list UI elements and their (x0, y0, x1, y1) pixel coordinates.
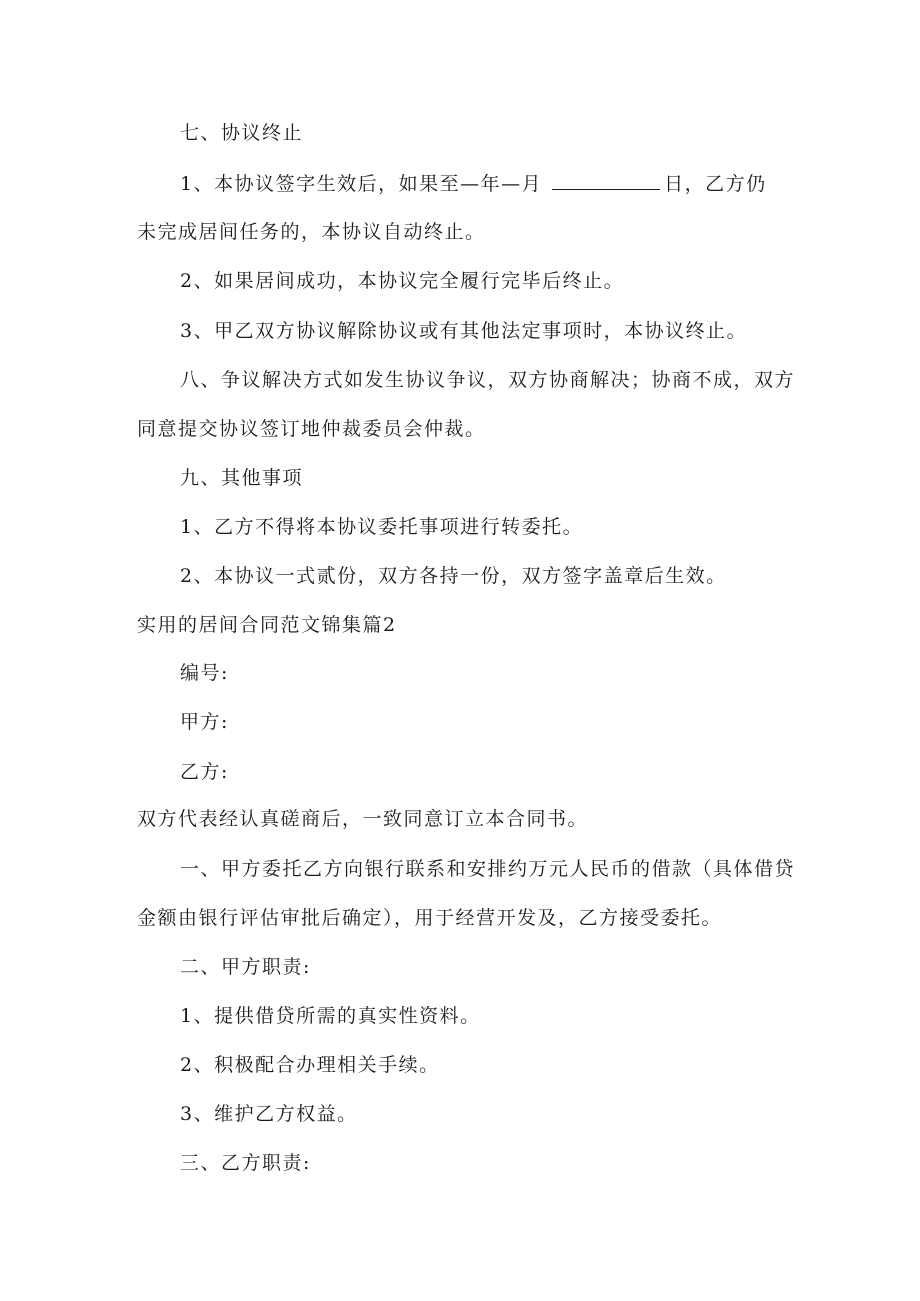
intro-paragraph: 双方代表经认真磋商后，一致同意订立本合同书。 (137, 808, 589, 830)
paragraph-7-1-text-end: 日，乙方仍 (664, 173, 767, 195)
section-heading-1: 一、甲方委托乙方向银行联系和安排约万元人民币的借款（具体借贷 (180, 858, 796, 880)
article-title: 实用的居间合同范文锦集篇2 (137, 614, 397, 636)
date-blank-field[interactable] (552, 171, 660, 190)
paragraph-7-1 (180, 171, 767, 196)
section-8-continued: 同意提交协议签订地仲裁委员会仲裁。 (137, 418, 486, 440)
section-1-continued: 金额由银行评估审批后确定），用于经营开发及，乙方接受委托。 (137, 907, 723, 929)
paragraph-9-1: 1、乙方不得将本协议委托事项进行转委托。 (180, 516, 584, 538)
party-a-label: 甲方: (180, 711, 229, 733)
paragraph-7-1-text: 1、本协议签字生效后，如果至—年—月 (180, 173, 543, 195)
section-heading-8: 八、争议解决方式如发生协议争议，双方协商解决；协商不成，双方 (180, 369, 796, 391)
duty-a-1: 1、提供借贷所需的真实性资料。 (180, 1005, 481, 1027)
paragraph-7-2: 2、如果居间成功，本协议完全履行完毕后终止。 (180, 270, 625, 292)
party-b-label: 乙方: (180, 761, 229, 783)
paragraph-9-2: 2、本协议一式贰份，双方各持一份，双方签字盖章后生效。 (180, 565, 727, 587)
paragraph-7-3: 3、甲乙双方协议解除协议或有其他法定事项时，本协议终止。 (180, 320, 748, 342)
paragraph-7-1-continued: 未完成居间任务的，本协议自动终止。 (137, 221, 486, 243)
section-heading-2: 二、甲方职责: (180, 956, 311, 978)
contract-number-label: 编号: (180, 662, 229, 684)
duty-a-3: 3、维护乙方权益。 (180, 1103, 358, 1125)
section-heading-7: 七、协议终止 (180, 122, 304, 144)
section-heading-3: 三、乙方职责: (180, 1152, 311, 1174)
duty-a-2: 2、积极配合办理相关手续。 (180, 1054, 440, 1076)
section-heading-9: 九、其他事项 (180, 467, 304, 489)
